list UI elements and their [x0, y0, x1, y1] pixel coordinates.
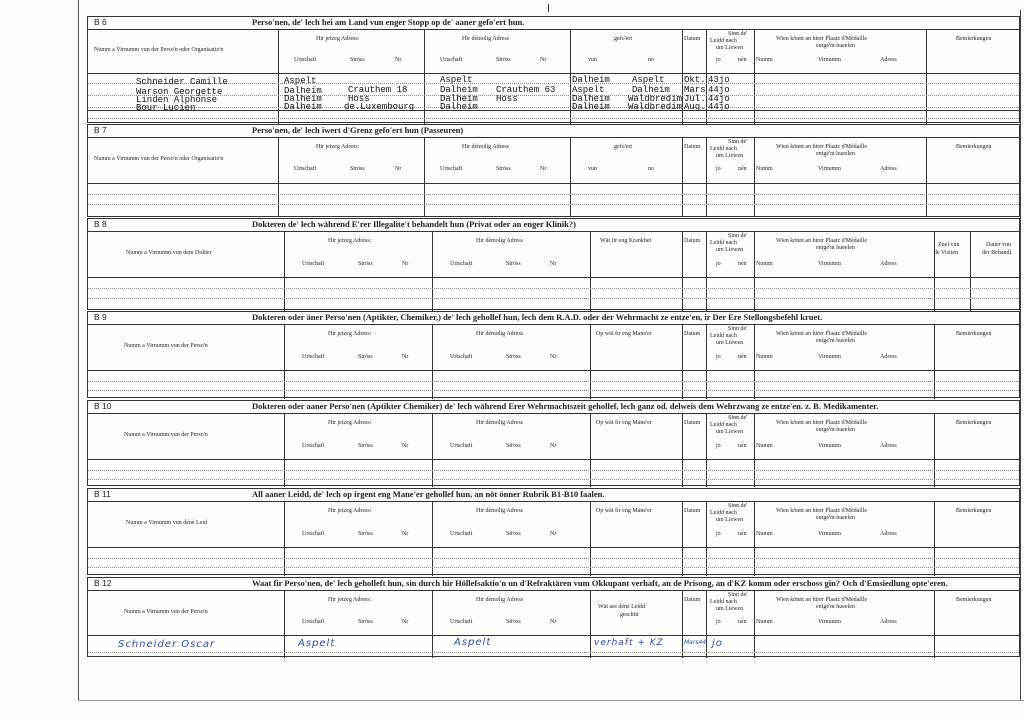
label-person-name: Numm a Virnumm vun der Perso'n — [124, 609, 208, 615]
label-town: Urtschaft — [450, 531, 473, 537]
label-no: nén — [738, 443, 747, 449]
label-no: nén — [738, 354, 747, 360]
label-leidd: Leidd nach — [710, 146, 737, 152]
label-sinn: Sinn de' — [728, 139, 748, 145]
label-town: Urtschaft — [302, 619, 325, 625]
b6-row4-cur: Dalheim — [284, 102, 322, 112]
label-number: Nr — [540, 166, 547, 172]
label-yes: jo — [716, 354, 721, 360]
section-title: Dokteren de' lech während E'rer Illegalite't behandelt hun (Privat oder an enger Klinik?) — [252, 219, 576, 229]
label-happened: geschitt — [620, 612, 639, 618]
section-code: B 10 — [94, 401, 112, 411]
label-street: Ströss — [506, 261, 521, 267]
label-medal: Wien könnt an hirer Plaatz d'Médaille — [776, 144, 867, 150]
b6-row2-date: Mars — [684, 85, 706, 95]
label-illness: Wät fir eng Krankhet — [600, 238, 652, 244]
label-town: Urtschaft — [302, 443, 325, 449]
label-street: Ströss — [358, 619, 373, 625]
b6-rows — [88, 74, 1019, 125]
label-number: Nr — [402, 443, 409, 449]
label-no: nén — [738, 619, 747, 625]
label-manner: Op wät fir eng Mane'er — [596, 420, 652, 426]
label-adress: Adress — [880, 166, 897, 172]
b12-row1-date: Mars44 — [684, 639, 707, 646]
b6-row3-cur: Dalheim — [284, 94, 322, 104]
label-adress: Adress — [880, 57, 897, 63]
label-from: vun — [588, 57, 597, 63]
label-street: Ströss — [358, 354, 373, 360]
label-um-liewen: um Liewen — [716, 340, 744, 346]
b6-row4-old: Dalheim — [440, 102, 478, 112]
label-leidd: Leidd nach — [710, 599, 737, 605]
column-header — [88, 591, 1019, 636]
label-current-address: Hir jetzeg Adress: — [328, 331, 372, 337]
b6-row2-name: Warson Georgette — [136, 87, 223, 97]
label-date: Datum — [684, 597, 701, 603]
label-number: Nr — [395, 57, 402, 63]
b6-row1-cur: Aspelt — [284, 76, 317, 86]
section-b10 — [87, 400, 1020, 486]
label-town: Urtschaft — [440, 57, 463, 63]
label-street: Ströss — [358, 261, 373, 267]
label-date: Datum — [684, 331, 701, 337]
b6-row1-old: Aspelt — [440, 75, 473, 85]
label-manner: Op wät fir eng Mane'er — [596, 331, 652, 337]
label-sinn: Sinn de' — [728, 592, 748, 598]
label-date: Datum — [684, 508, 701, 514]
page-left-edge — [78, 0, 79, 700]
label-numm: Numm — [756, 261, 773, 267]
label-um-liewen: um Liewen — [716, 247, 744, 253]
b6-row2-yes: 44jo — [708, 85, 730, 95]
b6-row1-from: Dalheim — [572, 75, 610, 85]
b6-row1-yes: 43jo — [708, 75, 730, 85]
column-header — [88, 138, 1019, 184]
label-town: Urtschaft — [302, 531, 325, 537]
label-street: Ströss — [350, 57, 365, 63]
label-virnumm: Virnumm — [818, 166, 841, 172]
label-current-address: Hir jetzeg Adress: — [328, 597, 372, 603]
label-um-liewen: um Liewen — [716, 606, 744, 612]
b8-rows — [88, 278, 1019, 311]
b6-row4-yes: 44jo — [708, 102, 730, 112]
label-street: Ströss — [506, 619, 521, 625]
label-um-liewen: um Liewen — [716, 45, 744, 51]
label-sinn: Sinn de' — [728, 31, 748, 37]
b10-rows — [88, 460, 1019, 487]
label-duration: Dauer vun — [986, 242, 1012, 248]
b6-row2-to: Dalheim — [632, 85, 670, 95]
label-number: Nr — [402, 531, 409, 537]
section-b12-header — [88, 578, 1019, 591]
b6-row3-date: Jul. — [684, 94, 706, 104]
label-no: nén — [738, 531, 747, 537]
label-number: Nr — [550, 443, 557, 449]
label-numm: Numm — [756, 531, 773, 537]
column-header — [88, 232, 1019, 278]
label-to: no — [648, 166, 654, 172]
b6-row3-oldstreet: Hoss — [496, 94, 518, 104]
label-to: no — [648, 57, 654, 63]
label-town: Urtschaft — [440, 166, 463, 172]
label-town: Urtschaft — [450, 261, 473, 267]
section-title: Dokteren oder äner Perso'nen (Aptikter, Chemiker,) de' lech gehollef hun, lech dem R.A.D. oder der Wehrmacht ze entze'en, ir Der Ere Stellongsbefehl kruet. — [252, 312, 823, 322]
section-b6 — [87, 16, 1020, 123]
section-b9-header — [88, 312, 1019, 325]
label-receive: entgé'nt hueelen — [816, 151, 855, 157]
top-tick-mark — [548, 4, 549, 12]
label-remarks: Bemierkungen — [956, 420, 992, 426]
label-adress: Adress — [880, 531, 897, 537]
section-b9 — [87, 311, 1020, 398]
b6-row4-name: Bour Lucien — [136, 103, 196, 113]
label-remarks: Bemierkungen — [956, 597, 992, 603]
label-adress: Adress — [880, 261, 897, 267]
label-medal: Wien könnt an hirer Plaatz d'Médaille — [776, 238, 867, 244]
b6-row4-to: Waldbredim — [628, 102, 683, 112]
section-title: All aaner Leidd, de' lech op irgent eng Mane'er gehollef hun, an nöt önner Rubrik B1-B10 faalen. — [252, 489, 605, 499]
label-yes: jo — [716, 261, 721, 267]
b6-row1-to: Aspelt — [632, 75, 665, 85]
b12-row1-name: Schneider Oscar — [118, 639, 216, 650]
section-title: Perso'nen, de' lech iwert d'Grenz gefo'ert hun (Passeuren) — [252, 125, 464, 135]
label-yes: jo — [716, 57, 721, 63]
label-virnumm: Virnumm — [818, 354, 841, 360]
label-town: Urtschaft — [294, 57, 317, 63]
label-no: nén — [738, 57, 747, 63]
label-number: Nr — [550, 261, 557, 267]
label-number: Nr — [550, 531, 557, 537]
label-yes: jo — [716, 166, 721, 172]
label-people-name: Numm a Virnumm vun déné Leid — [126, 520, 208, 526]
b6-row2-curstreet: Crauthem 18 — [348, 85, 408, 95]
label-number: Nr — [550, 354, 557, 360]
section-code: B 9 — [94, 312, 107, 322]
label-numm: Numm — [756, 443, 773, 449]
section-b11 — [87, 488, 1020, 575]
label-old-address: Hir démolig Adress — [476, 508, 523, 514]
section-b10-header — [88, 401, 1019, 414]
label-current-address: Hir jetzeg Adress: — [328, 420, 372, 426]
label-medal: Wien könnt an hirer Plaatz d'Médaille — [776, 420, 867, 426]
label-old-address: Hir démolig Adress — [476, 420, 523, 426]
label-doctor-name: Numm a Virnumm vun dem Dokter — [126, 250, 212, 256]
label-what-happened: Wät ass déné Leidd — [598, 604, 646, 610]
section-code: B 12 — [94, 578, 112, 588]
label-name: Numm a Virnumm vun der Perso'n oder Organisatio'n — [94, 47, 224, 53]
label-medal: Wien könnt an hirer Plaatz d'Médaille — [776, 508, 867, 514]
label-number: Nr — [402, 354, 409, 360]
b12-row1-cur: Aspelt — [298, 638, 336, 649]
page-right-edge — [1020, 10, 1021, 700]
b6-row3-curstreet: Hoss — [348, 94, 370, 104]
label-town: Urtschaft — [450, 619, 473, 625]
label-transported: gefo'ert — [614, 144, 633, 150]
b12-row1-what: verhaft + KZ — [594, 638, 664, 648]
b6-row3-old: Dalheim — [440, 94, 478, 104]
b6-row2-old: Dalheim — [440, 85, 478, 95]
label-medal: Wien könnt an hirer Plaatz d'Médaille — [776, 36, 867, 42]
label-um-liewen: um Liewen — [716, 153, 744, 159]
label-town: Urtschaft — [302, 354, 325, 360]
label-receive: entgé'nt hueelen — [816, 515, 855, 521]
label-street: Ströss — [496, 57, 511, 63]
label-receive: entgé'nt hueelen — [816, 427, 855, 433]
label-remarks: Bemierkungen — [956, 36, 992, 42]
label-number: Nr — [540, 57, 547, 63]
label-street: Ströss — [358, 443, 373, 449]
section-b11-header — [88, 489, 1019, 502]
label-sinn: Sinn de' — [728, 503, 748, 509]
label-street: Ströss — [350, 166, 365, 172]
column-header — [88, 325, 1019, 371]
label-number: Nr — [395, 166, 402, 172]
label-date: Datum — [684, 420, 701, 426]
label-current-address: Hir jetzeg Adress: — [316, 36, 360, 42]
label-old-address: Hir démolig Adress — [476, 238, 523, 244]
label-no: nén — [738, 166, 747, 172]
label-street: Ströss — [506, 354, 521, 360]
label-numm: Numm — [756, 354, 773, 360]
label-receive: entgé'nt hueelen — [816, 43, 855, 49]
column-header — [88, 414, 1019, 460]
section-code: B 7 — [94, 125, 107, 135]
label-um-liewen: um Liewen — [716, 517, 744, 523]
label-date: Datum — [684, 144, 701, 150]
b6-row3-to: Waldbredim — [628, 94, 683, 104]
label-town: Urtschaft — [294, 166, 317, 172]
section-b8-header — [88, 219, 1019, 232]
label-remarks: Bemierkungen — [956, 144, 992, 150]
label-virnumm: Virnumm — [818, 261, 841, 267]
b6-row1-date: Okt. — [684, 75, 706, 85]
label-date: Datum — [684, 36, 701, 42]
label-street: Ströss — [496, 166, 511, 172]
label-street: Ströss — [506, 443, 521, 449]
section-b8 — [87, 218, 1020, 310]
label-transported: gefo'ert — [614, 36, 633, 42]
b11-rows — [88, 548, 1019, 576]
label-street: Ströss — [358, 531, 373, 537]
b6-row3-yes: 44jo — [708, 94, 730, 104]
b12-row1-old: Aspelt — [454, 637, 492, 648]
b9-rows — [88, 371, 1019, 399]
label-current-address: Hir jetzeg Adress: — [328, 238, 372, 244]
b6-row4-curstreet: de.Luxembourg — [344, 102, 415, 112]
section-b7 — [87, 124, 1020, 217]
label-manner: Op wät fir eng Mane'er — [596, 508, 652, 514]
label-leidd: Leidd nach — [710, 510, 737, 516]
label-yes: jo — [716, 531, 721, 537]
label-virnumm: Virnumm — [818, 57, 841, 63]
label-town: Urtschaft — [450, 354, 473, 360]
label-numm: Numm — [756, 166, 773, 172]
b6-row2-from: Aspelt — [572, 85, 605, 95]
label-date: Datum — [684, 238, 701, 244]
label-town: Urtschaft — [450, 443, 473, 449]
label-current-address: Hir jetzeg Adress: — [316, 144, 360, 150]
b6-row2-cur: Dalheim — [284, 86, 322, 96]
label-from: vun — [588, 166, 597, 172]
b12-rows — [88, 636, 1019, 658]
label-person-name: Numm a Virnumm vun der Perso'n — [124, 432, 208, 438]
label-remarks: Bemierkungen — [956, 331, 992, 337]
label-adress: Adress — [880, 619, 897, 625]
label-number: Nr — [402, 261, 409, 267]
label-treatment: der Behandl. — [982, 250, 1013, 256]
section-title: Waat fir Perso'nen, de' lech geholleft hun, sin durch hir Höllefsaktio'n un d'Refraktären vum Okkupant verhaft, an de Prisong, an d'KZ komm oder erschoss gin? Och d'Emsiedlung opte'eren. — [252, 578, 948, 588]
label-remarks: Bemierkungen — [956, 508, 992, 514]
label-no: nén — [738, 261, 747, 267]
label-number: Nr — [402, 619, 409, 625]
b6-row4-date: Aug. — [684, 102, 706, 112]
label-sinn: Sinn de' — [728, 326, 748, 332]
label-virnumm: Virnumm — [818, 619, 841, 625]
label-adress: Adress — [880, 354, 897, 360]
label-virnumm: Virnumm — [818, 443, 841, 449]
label-medal: Wien könnt an hirer Plaatz d'Médaille — [776, 597, 867, 603]
label-visits: de Visiten — [934, 250, 959, 256]
label-old-address: Hir démolig Adress — [462, 36, 509, 42]
b7-rows — [88, 184, 1019, 217]
label-person-name: Numm a Virnumm vun der Perso'n — [124, 343, 208, 349]
label-current-address: Hir jetzeg Adress: — [328, 508, 372, 514]
label-virnumm: Virnumm — [818, 531, 841, 537]
label-receive: entgé'nt hueelen — [816, 604, 855, 610]
label-adress: Adress — [880, 443, 897, 449]
label-street: Ströss — [506, 531, 521, 537]
label-receive: entgé'nt hueelen — [816, 338, 855, 344]
b6-row3-from: Dalheim — [572, 94, 610, 104]
b6-row1-name: Schneider Camille — [136, 77, 228, 87]
b6-row2-oldstreet: Crauthem 63 — [496, 85, 556, 95]
column-header — [88, 502, 1019, 548]
section-b12 — [87, 577, 1020, 657]
label-leidd: Leidd nach — [710, 333, 737, 339]
section-b7-header — [88, 125, 1019, 138]
label-sinn: Sinn de' — [728, 415, 748, 421]
label-receive: entgé'nt hueelen — [816, 245, 855, 251]
label-number: Nr — [550, 619, 557, 625]
b12-row1-yes: jo — [712, 638, 723, 649]
label-visit-count: Zuel vun — [938, 242, 960, 248]
label-old-address: Hir démolig Adress — [476, 597, 523, 603]
label-name: Numm a Virnumm vun der Perso'n oder Organisatio'n — [94, 156, 224, 162]
b6-row3-name: Linden Alphonse — [136, 95, 218, 105]
section-code: B 6 — [94, 17, 107, 27]
label-numm: Numm — [756, 57, 773, 63]
label-leidd: Leidd nach — [710, 240, 737, 246]
column-header — [88, 30, 1019, 74]
section-title: Perso'nen, de' lech hei am Land vun enger Stopp op de' aaner gefo'ert hun. — [252, 17, 525, 27]
section-code: B 11 — [94, 489, 111, 499]
label-old-address: Hir démolig Adress — [462, 144, 509, 150]
label-leidd: Leidd nach — [710, 38, 737, 44]
section-code: B 8 — [94, 219, 107, 229]
label-um-liewen: um Liewen — [716, 429, 744, 435]
section-title: Dokteren oder aaner Perso'nen (Aptikter Chemiker) de' lech während Erer Wehrmachtszeit gehollef, lech ganz od. delweis dem Wehrzwang ze entze'en. z. B. Medikamenter. — [252, 401, 879, 411]
label-yes: jo — [716, 443, 721, 449]
section-b6-header — [88, 17, 1019, 30]
label-numm: Numm — [756, 619, 773, 625]
label-leidd: Leidd nach — [710, 422, 737, 428]
label-yes: jo — [716, 619, 721, 625]
label-town: Urtschaft — [302, 261, 325, 267]
label-medal: Wien könnt an hirer Plaatz d'Médaille — [776, 331, 867, 337]
label-sinn: Sinn de' — [728, 233, 748, 239]
b6-row4-from: Dalheim — [572, 102, 610, 112]
page-bottom-edge — [78, 700, 1024, 701]
label-old-address: Hir démolig Adress — [476, 331, 523, 337]
